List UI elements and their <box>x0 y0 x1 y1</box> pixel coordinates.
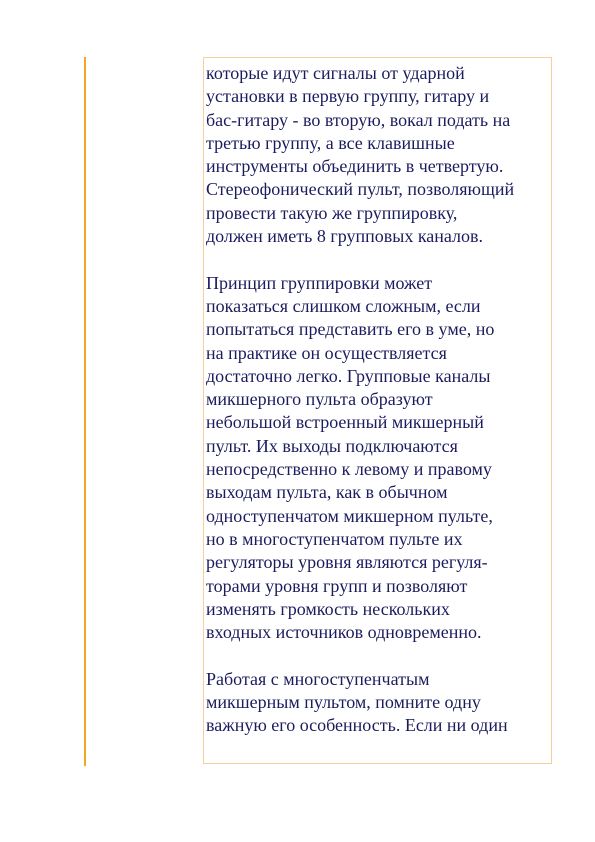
text-line: попытаться представить его в уме, но <box>206 319 495 340</box>
text-line: выходам пульта, как в обычном <box>206 482 448 503</box>
text-line: важную его особенность. Если ни один <box>206 715 508 736</box>
text-line: которые идут сигналы от ударной <box>206 63 465 83</box>
text-line: регуляторы уровня являются регуля- <box>206 552 488 573</box>
text-line: бас-гитару - во вторую, вокал подать на <box>206 109 511 130</box>
text-line: входных источников одновременно. <box>206 622 482 643</box>
text-line: одноступенчатом микшерном пульте, <box>206 505 493 526</box>
text-line: но в многоступенчатом пульте их <box>206 528 463 549</box>
text-line: достаточно легко. Групповые каналы <box>206 365 491 386</box>
margin-rule <box>84 57 86 766</box>
text-line: показаться слишком сложным, если <box>206 295 481 316</box>
text-line: инструменты объединить в четвертую. <box>206 156 504 177</box>
text-line: небольшой встроенный микшерный <box>206 412 484 433</box>
paragraph-3 <box>206 668 551 738</box>
text-line: Стереофонический пульт, позволяющий <box>206 179 515 200</box>
text-line: провести такую же группировку, <box>206 202 458 223</box>
text-line: изменять громкость нескольких <box>206 598 450 619</box>
text-line: непосредственно к левому и правому <box>206 459 492 480</box>
text-body <box>206 62 551 738</box>
paragraph-2 <box>206 272 551 645</box>
text-line: Работая с многоступенчатым <box>206 668 430 689</box>
text-line: Принцип группировки может <box>206 272 433 293</box>
text-line: должен иметь 8 групповых каналов. <box>206 226 484 247</box>
text-line: пульт. Их выходы подключаются <box>206 435 458 456</box>
text-line: торами уровня групп и позволяют <box>206 575 468 596</box>
text-line: третью группу, а все клавишные <box>206 132 455 153</box>
text-line: микшерного пульта образуют <box>206 389 433 410</box>
text-line: установки в первую группу, гитару и <box>206 86 490 107</box>
text-line: микшерным пультом, помните одну <box>206 692 481 713</box>
paragraph-1 <box>206 62 551 248</box>
text-line: на практике он осуществляется <box>206 342 447 363</box>
